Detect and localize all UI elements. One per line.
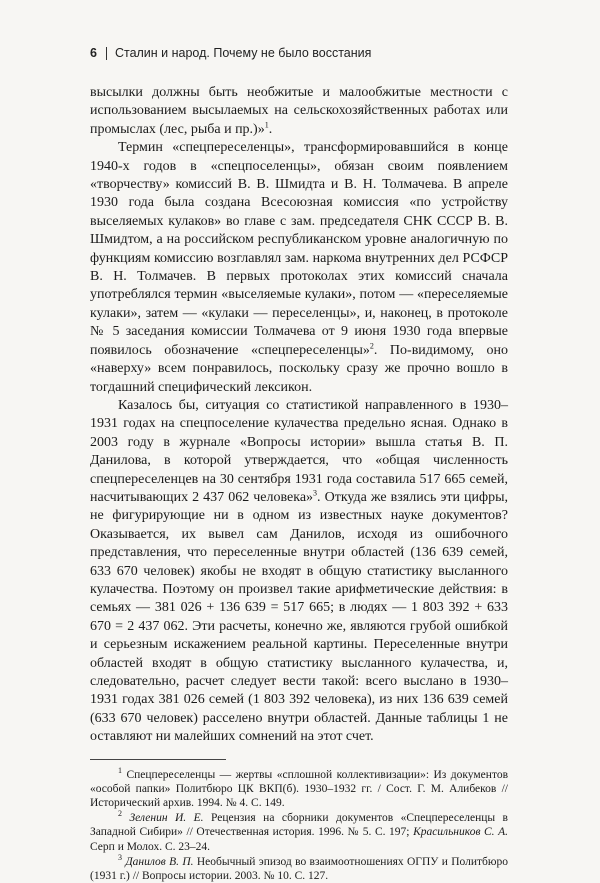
footnote-author: Красильников С. А.	[413, 826, 509, 839]
footnote-mark: 3	[118, 853, 122, 863]
page-number: 6	[90, 46, 97, 60]
running-title: Сталин и народ. Почему не было восстания	[114, 46, 372, 60]
footnote-text: Рецензия на сборники документов «Спецпереселенцы в Западной Сибири» // Отечественная история. 1996. № 5. С. 197;	[90, 812, 508, 839]
header-divider	[106, 47, 107, 60]
main-text	[90, 84, 508, 747]
paragraph-text: высылки должны быть необжитые и малообжитые местности с использованием высылаемых на сельскохозяйственных работах или промыслах (лес, рыба и пр.)»	[90, 85, 508, 137]
footnote-ref-2: 2	[369, 341, 374, 351]
paragraph-text: . По-видимому, оно «наверху» всем понравилось, поскольку сразу же прочно вошло в тогдашний специфический лексикон.	[90, 342, 508, 395]
footnote-text: Необычный эпизод во взаимоотношениях ОГПУ и Политбюро (1931 г.) // Вопросы истории. 2003. № 10. С. 127.	[90, 855, 508, 883]
paragraph-statistics	[90, 397, 508, 747]
footnote-mark: 1	[118, 765, 122, 775]
footnote-text: Спецпереселенцы — жертвы «сплошной коллективизации»: Из документов «особой папки» Политбюро ЦК ВКП(б). 1930–1932 гг. / Сост. Г. М. Алибеков // Исторический архив. 1994. № 4. С. 149.	[90, 768, 508, 810]
paragraph-term-origin	[90, 139, 508, 397]
footnote-text: Серп и Молох. С. 23–24.	[90, 840, 211, 853]
footnote-author: Зеленин И. Е.	[129, 812, 204, 825]
footnote-mark: 2	[118, 809, 122, 819]
footnote-ref-3: 3	[313, 488, 318, 498]
paragraph-text: Казалось бы, ситуация со статистикой направленного в 1930–1931 годах на спецпоселение кулачества предельно ясная. Однако в 2003 году в журнале «Вопросы истории» вышла статья В. П. Данилова, в которой утверждается, что «общая численность спецпереселенцев на 30 сентября 1931 года составила 517 665 семей, насчитывающих 2 437 062 человека»	[90, 397, 508, 505]
footnote-2	[90, 811, 508, 854]
footnote-3	[90, 855, 508, 883]
paragraph-continued: высылки должны быть необжитые и малообжитые местности с использованием высылаемых на сельскохозяйственных работах или промыслах (лес, рыба и пр.)»$^1$.	[90, 85, 508, 137]
running-header	[90, 44, 508, 62]
footnote-ref-1: 1	[264, 120, 269, 130]
footnotes	[90, 765, 509, 883]
paragraph-text: Термин «спецпереселенцы», трансформировавшийся в конце 1940-х годов в «спецпоселенцы», обязан своим появлением «творчеству» комиссий В. В. Шмидта и В. Н. Толмачева. В апреле 1930 года была создана Всесоюзная комиссия «по устройству выселяемых кулаков» во главе с зам. председателя СНК СССР В. В. Шмидтом, а на российском республиканском уровне аналогичную по функциям комиссию возглавлял зам. наркома внутренних дел РСФСР В. Н. Толмачев. В первых протоколах этих комиссий сначала употреблялся термин «выселяемые кулаки», потом — «переселяемые кулаки», затем — «кулаки — переселенцы», и, наконец, в протоколе № 5 заседания комиссии Толмачева от 9 июня 1930 года впервые появилось обозначение «спецпереселенцы»	[90, 140, 508, 358]
footnote-1	[90, 765, 508, 811]
footnote-rule	[90, 759, 226, 760]
paragraph-text: . Откуда же взялись эти цифры, не фигурирующие ни в одном из известных науке документов? Оказывается, их вывел сам Данилов, исходя из ошибочного представления, что переселенные внутри областей (136 639 семей, 633 670 человек) якобы не входят в общую статистику высланного кулачества. Поэтому он произвел такие арифметические действия: в семьях — 381 026 + 136 639 = 517 665; в людях — 1 803 392 + 633 670 = 2 437 062. Эти расчеты, конечно же, являются грубой ошибкой и серьезным искажением реальной картины. Переселенные внутри областей входят в общую статистику высланного кулачества, и, следовательно, расчет следует вести такой: всего выслано в 1930–1931 годах 381 026 семей (1 803 392 человека), из них 136 639 семей (633 670 человек) расселено внутри областей. Данные таблицы 1 не оставляют ни малейших сомнений на этот счет.	[90, 489, 509, 745]
footnote-author: Данилов В. П.	[125, 855, 194, 868]
